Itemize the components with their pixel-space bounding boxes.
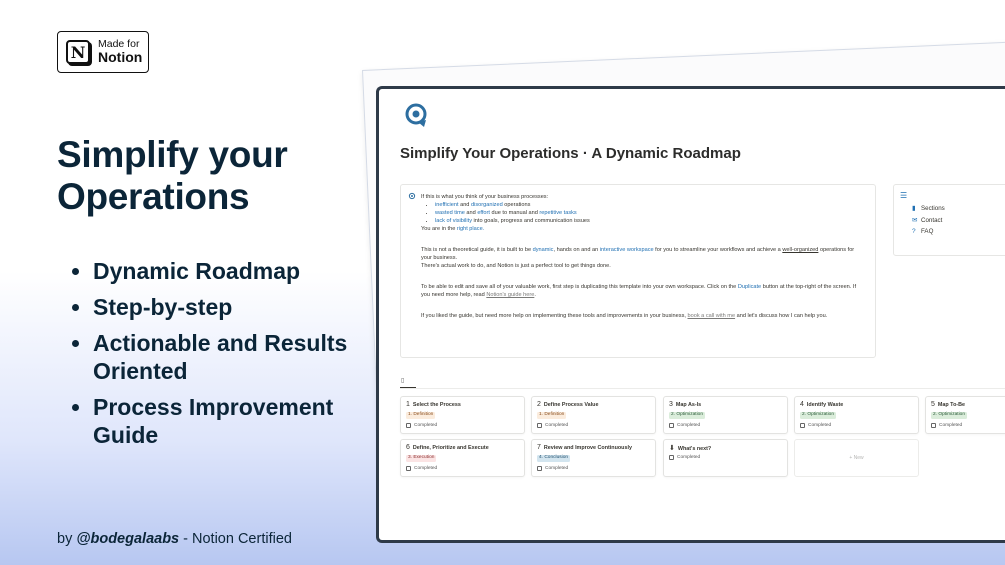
completed-checkbox[interactable]: Completed xyxy=(406,466,437,471)
completed-checkbox[interactable]: Completed xyxy=(931,423,962,428)
checkbox-icon xyxy=(406,466,411,471)
checkbox-icon xyxy=(669,423,674,428)
phase-tag: 1. Definition xyxy=(539,412,565,417)
completed-checkbox[interactable]: Completed xyxy=(537,423,568,428)
checkbox-icon xyxy=(669,455,674,460)
phase-tag: 4. Conclusion xyxy=(539,455,569,460)
phase-tag: 1. Definition xyxy=(408,412,434,417)
card-title: 1 Select the Process xyxy=(406,401,461,408)
hero-title: Simplify your Operations xyxy=(57,134,288,217)
notion-guide-link[interactable]: Notion's guide here xyxy=(486,292,535,298)
checkbox-icon xyxy=(537,466,542,471)
toc-item-contact[interactable]: ✉ Contact xyxy=(912,216,943,224)
toc-item-faq[interactable]: ? FAQ xyxy=(912,228,934,235)
card-title: 6 Define, Prioritize and Execute xyxy=(406,444,489,451)
page-title: Simplify Your Operations · A Dynamic Roadmap xyxy=(400,145,741,162)
pain-point-list: • inefficient and disorganized operations • wasted time and effort due to manual and repetitive tasks • lack of visibility into goals, progress and communication issues xyxy=(435,201,865,225)
book-call-link[interactable]: book a call with me xyxy=(687,313,736,319)
roadmap-card[interactable] xyxy=(663,396,788,434)
roadmap-card[interactable] xyxy=(531,439,656,477)
roadmap-card[interactable] xyxy=(663,439,788,477)
card-title: 3 Map As-Is xyxy=(669,401,702,408)
checkbox-icon xyxy=(800,423,805,428)
byline: by @bodegalaabs - Notion Certified xyxy=(57,531,292,547)
checkbox-icon xyxy=(537,423,542,428)
badge-notion: Notion xyxy=(98,49,143,66)
feature-item: Actionable and Results Oriented xyxy=(70,329,370,385)
new-card-button[interactable]: + New xyxy=(794,439,919,477)
phase-tag: 2. Optimization xyxy=(802,412,834,417)
duplicate-link[interactable]: Duplicate xyxy=(737,284,762,290)
feature-list xyxy=(70,257,370,457)
menu-icon: ☰ xyxy=(900,191,908,200)
roadmap-card[interactable] xyxy=(925,396,1005,434)
card-title: 4 Identify Waste xyxy=(800,401,844,408)
completed-checkbox[interactable]: Completed xyxy=(669,423,700,428)
card-title: 2 Define Process Value xyxy=(537,401,599,408)
completed-checkbox[interactable]: Completed xyxy=(406,423,437,428)
process-cycle-icon xyxy=(408,192,416,200)
step-number: 5 xyxy=(931,401,935,408)
step-number: 1 xyxy=(406,401,410,408)
right-place-link[interactable]: right place. xyxy=(456,226,485,232)
completed-checkbox[interactable]: Completed xyxy=(800,423,831,428)
process-cycle-icon xyxy=(403,101,431,131)
roadmap-card[interactable] xyxy=(400,439,525,477)
step-number: ⬇ xyxy=(669,445,675,452)
phase-tag: 3. Execution xyxy=(408,455,435,460)
step-number: 6 xyxy=(406,444,410,451)
question-icon: ? xyxy=(912,228,916,235)
card-title: ⬇ What's next? xyxy=(669,445,712,452)
table-of-contents xyxy=(893,184,1005,256)
checkbox-icon xyxy=(406,423,411,428)
card-title: 5 Map To-Be xyxy=(931,401,966,408)
completed-checkbox[interactable]: Completed xyxy=(669,455,700,460)
phase-tag: 2. Optimization xyxy=(671,412,703,417)
feature-item: Step-by-step xyxy=(70,293,370,321)
step-number: 7 xyxy=(537,444,541,451)
notion-page-window xyxy=(376,86,1005,543)
step-number: 2 xyxy=(537,401,541,408)
feature-item: Dynamic Roadmap xyxy=(70,257,370,285)
board-view-tab[interactable] xyxy=(401,377,404,384)
card-title: 7 Review and Improve Continuously xyxy=(537,444,632,451)
made-for-notion-badge xyxy=(57,31,149,73)
completed-checkbox[interactable]: Completed xyxy=(537,466,568,471)
bookmark-icon: ▮ xyxy=(912,205,916,212)
roadmap-card[interactable] xyxy=(531,396,656,434)
feature-item: Process Improvement Guide xyxy=(70,393,370,449)
phase-tag: 2. Optimization xyxy=(933,412,965,417)
badge-made-for: Made for xyxy=(98,38,140,51)
roadmap-card[interactable] xyxy=(400,396,525,434)
roadmap-card[interactable] xyxy=(794,396,919,434)
toc-item-sections[interactable]: ▮ Sections xyxy=(912,204,945,212)
step-number: 4 xyxy=(800,401,804,408)
intro-callout: If this is what you think of your business processes: • inefficient and disorganized operations • wasted time and effort due to manual and repetitive tasks • lack of visibility into goals, progress and communication issues You are in the right place. This is not a theoretical guide, it is built to be dynamic, hands on and an interactive workspace for you to streamline your workflows and achieve a well-organized operations for your business. There's actual work to do, and Notion is just a perfect tool to get things done. To be able to edit and save all of your valuable work, first step is duplicating this template into your own workspace. Click on the Duplicate button at the top-right of the screen. If you need more help, read Notion's guide here. If you liked the guide, but need more help on implementing these tools and improvements in your business, book a call with me and let's discuss how I can help you. xyxy=(400,184,876,358)
notion-logo-icon: N xyxy=(66,40,90,64)
author-handle: @bodegalaabs xyxy=(76,531,180,547)
checkbox-icon xyxy=(931,423,936,428)
board-icon: ▯ xyxy=(401,378,405,384)
mail-icon: ✉ xyxy=(912,217,918,224)
step-number: 3 xyxy=(669,401,673,408)
